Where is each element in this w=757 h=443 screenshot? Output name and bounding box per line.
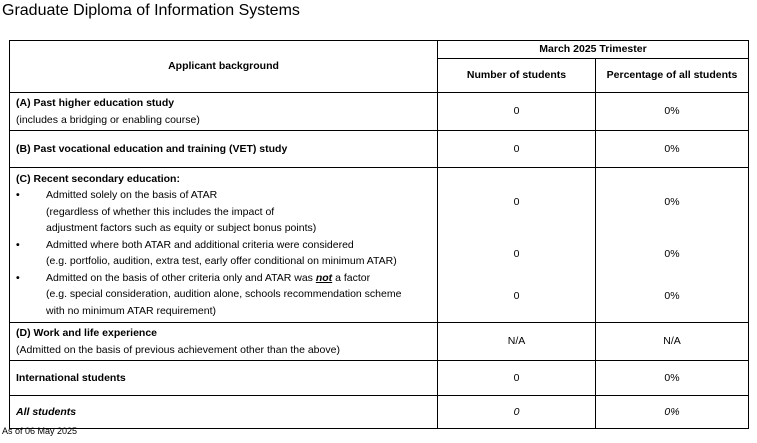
row-all-background (10, 396, 438, 429)
page-title: Graduate Diploma of Information Systems (2, 2, 300, 19)
row-b-background (10, 131, 438, 168)
row-c-bullet-3-percentage: 0% (664, 290, 680, 302)
admissions-table (9, 40, 749, 429)
header-applicant-background: Applicant background (10, 41, 438, 93)
bullet-icon: • (16, 271, 20, 284)
row-c-bullet-3 (16, 270, 431, 287)
row-b-heading: (B) Past vocational education and training (VET) study (16, 142, 288, 155)
table-header-row (10, 41, 749, 59)
row-d-percentage: N/A (596, 323, 749, 361)
row-d-heading: (D) Work and life experience (16, 327, 158, 339)
header-percentage: Percentage of all students (596, 59, 749, 93)
row-c-bullet-1-line-2: (regardless of whether this includes the impact of (46, 205, 275, 218)
row-c-bullet-1-line-3: adjustment factors such as equity or subject bonus points) (46, 222, 317, 235)
row-c-percentages (596, 168, 749, 323)
row-c-bullet-2-line-1: Admitted where both ATAR and additional criteria were considered (46, 238, 354, 251)
table-row-international (10, 361, 749, 396)
row-a-background (10, 93, 438, 131)
row-c-bullet-2 (16, 237, 431, 254)
row-c-bullet-1-line-1: Admitted solely on the basis of ATAR (46, 189, 218, 202)
row-c-bullet-3-line-1 (46, 270, 370, 287)
row-c-bullet-3-post: a factor (332, 271, 371, 284)
row-all-number: 0 (438, 396, 596, 429)
row-d-subtext: (Admitted on the basis of previous achievement other than the above) (16, 343, 340, 356)
row-international-number: 0 (438, 361, 596, 396)
row-b-percentage: 0% (596, 131, 749, 168)
row-a-percentage: 0% (596, 93, 749, 131)
row-all-percentage: 0% (596, 396, 749, 429)
row-b-number: 0 (438, 131, 596, 168)
row-international-heading: International students (16, 371, 126, 384)
table-row-b (10, 131, 749, 168)
row-a-heading: (A) Past higher education study (16, 97, 175, 109)
row-international-background (10, 361, 438, 396)
row-c-bullet-3-line-3: with no minimum ATAR requirement) (46, 304, 216, 317)
bullet-icon: • (16, 189, 20, 202)
row-c-bullet-1-percentage: 0% (664, 196, 680, 208)
row-c-background (10, 168, 438, 323)
row-c-bullet-3-number: 0 (513, 290, 520, 302)
table-row-c (10, 168, 749, 323)
header-number-of-students: Number of students (438, 59, 596, 93)
table-row-all-students (10, 396, 749, 429)
row-c-bullet-2-number: 0 (513, 248, 520, 260)
row-c-bullet-3-line-2: (e.g. special consideration, audition alone, schools recommendation scheme (46, 288, 402, 301)
row-c-bullet-3-not: not (315, 271, 333, 284)
row-c-heading: (C) Recent secondary education: (16, 172, 180, 185)
row-c-bullet-2-percentage: 0% (664, 248, 680, 260)
row-a-subtext: (includes a bridging or enabling course) (16, 113, 200, 126)
row-c-bullet-1 (16, 187, 431, 204)
row-d-number: N/A (438, 323, 596, 361)
row-c-bullet-2-line-2: (e.g. portfolio, audition, extra test, early offer conditional on minimum ATAR) (46, 255, 397, 268)
row-a-number: 0 (438, 93, 596, 131)
row-all-heading: All students (16, 405, 77, 418)
row-d-background (10, 323, 438, 361)
header-trimester: March 2025 Trimester (438, 41, 749, 59)
bullet-icon: • (16, 238, 20, 251)
row-c-bullet-3-pre: Admitted on the basis of other criteria only and ATAR was (46, 271, 316, 284)
row-international-percentage: 0% (596, 361, 749, 396)
table-row-a (10, 93, 749, 131)
table-row-d (10, 323, 749, 361)
footnote-date: As of 06 May 2025 (2, 426, 78, 436)
row-c-bullet-1-number: 0 (513, 196, 520, 208)
row-c-numbers (438, 168, 596, 323)
